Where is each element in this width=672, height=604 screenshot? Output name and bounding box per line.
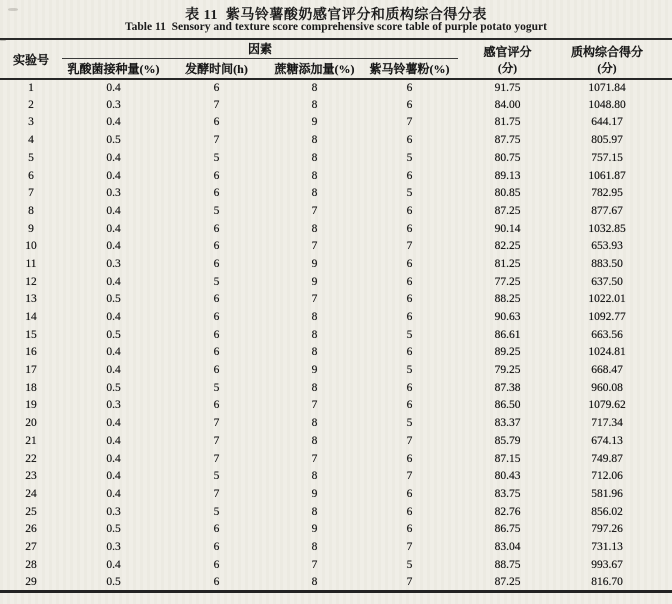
table-cell: 6 xyxy=(213,257,220,270)
table-cell: 637.50 xyxy=(591,275,623,288)
table-cell: 712.06 xyxy=(591,470,623,483)
table-cell: 86.75 xyxy=(494,523,521,536)
table-cell: 782.95 xyxy=(591,187,623,200)
table-cell: 26 xyxy=(25,523,37,536)
table-row xyxy=(0,397,672,415)
table-cell: 0.4 xyxy=(106,116,121,129)
table-cell: 87.25 xyxy=(494,204,521,217)
table-cell: 0.5 xyxy=(106,328,121,341)
table-row xyxy=(0,114,672,132)
table-cell: 5 xyxy=(213,505,220,518)
table-cell: 6 xyxy=(213,575,220,588)
table-cell: 82.76 xyxy=(494,505,521,518)
table-cell: 6 xyxy=(406,275,413,288)
table-cell: 6 xyxy=(406,381,413,394)
table-row xyxy=(0,557,672,575)
table-cell: 23 xyxy=(25,470,37,483)
table-cell: 87.38 xyxy=(494,381,521,394)
table-cell: 8 xyxy=(311,346,318,359)
table-row xyxy=(0,256,672,274)
table-cell: 8 xyxy=(311,381,318,394)
table-cell: 674.13 xyxy=(591,434,623,447)
table-cell: 5 xyxy=(213,381,220,394)
table-cell: 644.17 xyxy=(591,116,623,129)
table-cell: 5 xyxy=(406,364,413,377)
table-cell: 77.25 xyxy=(494,275,521,288)
table-row xyxy=(0,521,672,539)
texture-score-unit: (分) xyxy=(597,62,617,75)
table-cell: 0.3 xyxy=(106,187,121,200)
table-cell: 1 xyxy=(28,81,34,94)
table-cell: 6 xyxy=(406,505,413,518)
scan-speck xyxy=(0,39,6,41)
table-cell: 83.75 xyxy=(494,487,521,500)
table-cell: 0.5 xyxy=(106,575,121,588)
table-cell: 84.00 xyxy=(494,98,521,111)
col-header-purple-potato-powder: 紫马铃薯粉(%) xyxy=(369,61,450,76)
table-cell: 8 xyxy=(311,434,318,447)
table-cell: 7 xyxy=(406,240,413,253)
table-row xyxy=(0,486,672,504)
table-cell: 27 xyxy=(25,540,37,553)
table-cell: 8 xyxy=(311,328,318,341)
table-cell: 79.25 xyxy=(494,364,521,377)
table-cell: 581.96 xyxy=(591,487,623,500)
table-row xyxy=(0,291,672,309)
table-cell: 0.4 xyxy=(106,417,121,430)
table-cell: 87.75 xyxy=(494,134,521,147)
table-cell: 749.87 xyxy=(591,452,623,465)
table-cell: 85.79 xyxy=(494,434,521,447)
table-cell: 6 xyxy=(213,364,220,377)
table-row xyxy=(0,362,672,380)
table-cell: 668.47 xyxy=(591,364,623,377)
table-cell: 88.75 xyxy=(494,558,521,571)
table-cell: 9 xyxy=(311,523,318,536)
table-cell: 7 xyxy=(213,487,220,500)
table-cell: 12 xyxy=(25,275,37,288)
table-row xyxy=(0,203,672,221)
table-cell: 8 xyxy=(311,134,318,147)
table-cell: 0.4 xyxy=(106,470,121,483)
table-row xyxy=(0,238,672,256)
col-header-factors-group: 因素 xyxy=(62,39,458,58)
table-cell: 6 xyxy=(213,523,220,536)
table-cell: 0.5 xyxy=(106,523,121,536)
table-cell: 0.4 xyxy=(106,240,121,253)
table-cell: 8 xyxy=(311,169,318,182)
table-cell: 22 xyxy=(25,452,37,465)
table-cell: 0.4 xyxy=(106,169,121,182)
table-cell: 17 xyxy=(25,364,37,377)
table-row xyxy=(0,380,672,398)
table-cell: 6 xyxy=(28,169,34,182)
table-cell: 6 xyxy=(213,116,220,129)
table-cell: 0.3 xyxy=(106,540,121,553)
table-cell: 9 xyxy=(311,257,318,270)
table-cell: 20 xyxy=(25,417,37,430)
table-cell: 15 xyxy=(25,328,37,341)
table-cell: 5 xyxy=(213,151,220,164)
table-cell: 731.13 xyxy=(591,540,623,553)
table-cell: 6 xyxy=(213,328,220,341)
table-cell: 6 xyxy=(213,240,220,253)
table-cell: 663.56 xyxy=(591,328,623,341)
table-cell: 7 xyxy=(213,434,220,447)
table-cell: 28 xyxy=(25,558,37,571)
table-cell: 6 xyxy=(406,204,413,217)
table-cell: 0.4 xyxy=(106,346,121,359)
table-row xyxy=(0,433,672,451)
table-cell: 856.02 xyxy=(591,505,623,518)
table-cell: 805.97 xyxy=(591,134,623,147)
table-cell: 6 xyxy=(406,523,413,536)
table-cell: 6 xyxy=(213,399,220,412)
table-cell: 86.50 xyxy=(494,399,521,412)
table-row xyxy=(0,574,672,592)
table-cell: 6 xyxy=(213,346,220,359)
table-cell: 1079.62 xyxy=(588,399,626,412)
table-cell: 6 xyxy=(406,399,413,412)
sensory-score-label: 感官评分 xyxy=(483,44,532,59)
col-header-experiment-no: 实验号 xyxy=(12,52,49,67)
table-cell: 6 xyxy=(213,187,220,200)
table-cell: 5 xyxy=(28,151,34,164)
table-cell: 7 xyxy=(311,558,318,571)
table-cell: 0.4 xyxy=(106,151,121,164)
table-cell: 80.85 xyxy=(494,187,521,200)
table-cell: 883.50 xyxy=(591,257,623,270)
table-cell: 9 xyxy=(311,487,318,500)
table-cell: 797.26 xyxy=(591,523,623,536)
table-cell: 19 xyxy=(25,399,37,412)
table-cell: 8 xyxy=(311,470,318,483)
table-caption-english: Table 11 Sensory and texture score comprehensive score table of purple potato yogurt xyxy=(125,21,547,33)
table-cell: 1061.87 xyxy=(588,169,626,182)
table-cell: 5 xyxy=(406,187,413,200)
table-cell: 5 xyxy=(213,275,220,288)
sensory-score-unit: (分) xyxy=(497,62,518,75)
table-row xyxy=(0,450,672,468)
table-cell: 960.08 xyxy=(591,381,623,394)
table-cell: 1022.01 xyxy=(588,293,626,306)
table-row xyxy=(0,504,672,522)
table-cell: 4 xyxy=(28,134,34,147)
table-cell: 2 xyxy=(28,98,34,111)
table-cell: 7 xyxy=(28,187,34,200)
header-group-row xyxy=(0,39,672,58)
table-cell: 9 xyxy=(28,222,34,235)
table-cell: 7 xyxy=(406,434,413,447)
table-cell: 7 xyxy=(406,116,413,129)
table-cell: 0.3 xyxy=(106,399,121,412)
table-cell: 9 xyxy=(311,116,318,129)
table-row xyxy=(0,309,672,327)
table-cell: 6 xyxy=(213,222,220,235)
table-cell: 16 xyxy=(25,346,37,359)
table-cell: 87.15 xyxy=(494,452,521,465)
table-cell: 6 xyxy=(213,293,220,306)
table-row xyxy=(0,185,672,203)
table-cell: 8 xyxy=(311,222,318,235)
table-cell: 717.34 xyxy=(591,417,623,430)
table-row xyxy=(0,132,672,150)
table-cell: 8 xyxy=(311,311,318,324)
table-cell: 7 xyxy=(311,240,318,253)
texture-score-label: 质构综合得分 xyxy=(571,44,644,59)
col-header-sensory-score xyxy=(458,39,557,79)
table-cell: 21 xyxy=(25,434,37,447)
table-cell: 11 xyxy=(25,257,37,270)
table-cell: 90.14 xyxy=(494,222,521,235)
table-cell: 0.4 xyxy=(106,204,121,217)
table-cell: 6 xyxy=(406,257,413,270)
table-cell: 877.67 xyxy=(591,204,623,217)
table-row xyxy=(0,150,672,168)
table-cell: 5 xyxy=(406,151,413,164)
table-cell: 88.25 xyxy=(494,293,521,306)
table-cell: 8 xyxy=(311,187,318,200)
table-cell: 3 xyxy=(28,116,34,129)
table-cell: 6 xyxy=(406,81,413,94)
table-cell: 13 xyxy=(25,293,37,306)
table-cell: 25 xyxy=(25,505,37,518)
table-cell: 90.63 xyxy=(494,311,521,324)
table-cell: 14 xyxy=(25,311,37,324)
table-cell: 6 xyxy=(406,222,413,235)
table-cell: 87.25 xyxy=(494,575,521,588)
table-cell: 0.4 xyxy=(106,434,121,447)
table-cell: 81.75 xyxy=(494,116,521,129)
table-cell: 91.75 xyxy=(494,81,521,94)
table-cell: 7 xyxy=(311,293,318,306)
table-cell: 83.37 xyxy=(494,417,521,430)
table-cell: 24 xyxy=(25,487,37,500)
table-cell: 1092.77 xyxy=(588,311,626,324)
table-cell: 0.4 xyxy=(106,487,121,500)
table-cell: 8 xyxy=(311,417,318,430)
table-row xyxy=(0,327,672,345)
table-cell: 0.4 xyxy=(106,81,121,94)
table-row xyxy=(0,274,672,292)
table-cell: 0.4 xyxy=(106,558,121,571)
table-cell: 6 xyxy=(406,311,413,324)
table-cell: 0.4 xyxy=(106,452,121,465)
orthogonal-results-table xyxy=(0,38,672,593)
table-cell: 6 xyxy=(213,311,220,324)
table-cell: 7 xyxy=(311,399,318,412)
table-cell: 80.75 xyxy=(494,151,521,164)
table-cell: 9 xyxy=(311,275,318,288)
table-body xyxy=(0,79,672,592)
table-cell: 8 xyxy=(311,151,318,164)
table-cell: 5 xyxy=(406,558,413,571)
table-cell: 6 xyxy=(406,293,413,306)
table-cell: 0.4 xyxy=(106,311,121,324)
table-cell: 6 xyxy=(406,487,413,500)
table-cell: 8 xyxy=(28,204,34,217)
table-cell: 6 xyxy=(406,452,413,465)
table-cell: 8 xyxy=(311,575,318,588)
table-cell: 7 xyxy=(213,98,220,111)
table-cell: 0.3 xyxy=(106,98,121,111)
table-cell: 7 xyxy=(213,134,220,147)
col-header-lactic-acid-inoculation: 乳酸菌接种量(%) xyxy=(67,61,160,76)
scan-speck xyxy=(8,8,18,11)
table-cell: 7 xyxy=(406,470,413,483)
table-row xyxy=(0,167,672,185)
table-cell: 8 xyxy=(311,98,318,111)
table-cell: 0.4 xyxy=(106,222,121,235)
table-cell: 0.5 xyxy=(106,134,121,147)
table-cell: 7 xyxy=(213,452,220,465)
table-cell: 1048.80 xyxy=(588,98,626,111)
table-cell: 8 xyxy=(311,81,318,94)
table-cell: 6 xyxy=(213,81,220,94)
table-cell: 7 xyxy=(406,540,413,553)
col-header-fermentation-time: 发酵时间(h) xyxy=(185,61,248,76)
table-cell: 7 xyxy=(311,204,318,217)
table-cell: 7 xyxy=(406,575,413,588)
table-cell: 6 xyxy=(406,98,413,111)
table-cell: 80.43 xyxy=(494,470,521,483)
table-cell: 1032.85 xyxy=(588,222,626,235)
table-cell: 1071.84 xyxy=(588,81,626,94)
table-row xyxy=(0,97,672,115)
table-cell: 757.15 xyxy=(591,151,623,164)
table-row xyxy=(0,468,672,486)
table-cell: 6 xyxy=(213,169,220,182)
table-cell: 8 xyxy=(311,540,318,553)
table-cell: 5 xyxy=(213,470,220,483)
table-cell: 816.70 xyxy=(591,575,623,588)
table-cell: 9 xyxy=(311,364,318,377)
table-cell: 0.5 xyxy=(106,293,121,306)
table-cell: 8 xyxy=(311,505,318,518)
table-cell: 6 xyxy=(406,346,413,359)
table-cell: 82.25 xyxy=(494,240,521,253)
table-cell: 0.4 xyxy=(106,364,121,377)
table-cell: 10 xyxy=(25,240,37,253)
table-cell: 5 xyxy=(406,417,413,430)
table-cell: 5 xyxy=(213,204,220,217)
table-cell: 89.13 xyxy=(494,169,521,182)
table-cell: 6 xyxy=(213,558,220,571)
table-row xyxy=(0,344,672,362)
table-caption-chinese: 表 11 紫马铃薯酸奶感官评分和质构综合得分表 xyxy=(185,8,487,23)
col-header-texture-score xyxy=(557,39,672,79)
table-cell: 7 xyxy=(213,417,220,430)
table-cell: 89.25 xyxy=(494,346,521,359)
table-row xyxy=(0,539,672,557)
table-row xyxy=(0,79,672,97)
table-cell: 0.4 xyxy=(106,275,121,288)
table-cell: 0.3 xyxy=(106,257,121,270)
table-cell: 6 xyxy=(213,540,220,553)
table-cell: 0.3 xyxy=(106,505,121,518)
table-cell: 29 xyxy=(25,575,37,588)
col-header-sucrose-addition: 蔗糖添加量(%) xyxy=(274,61,355,76)
table-cell: 6 xyxy=(406,134,413,147)
table-cell: 5 xyxy=(406,328,413,341)
table-cell: 81.25 xyxy=(494,257,521,270)
table-cell: 83.04 xyxy=(494,540,521,553)
table-cell: 0.5 xyxy=(106,381,121,394)
table-cell: 6 xyxy=(406,169,413,182)
table-cell: 653.93 xyxy=(591,240,623,253)
table-header xyxy=(0,39,672,79)
table-cell: 7 xyxy=(311,452,318,465)
table-cell: 1024.81 xyxy=(588,346,626,359)
table-cell: 86.61 xyxy=(494,328,521,341)
table-row xyxy=(0,221,672,239)
table-row xyxy=(0,415,672,433)
table-cell: 993.67 xyxy=(591,558,623,571)
table-cell: 18 xyxy=(25,381,37,394)
